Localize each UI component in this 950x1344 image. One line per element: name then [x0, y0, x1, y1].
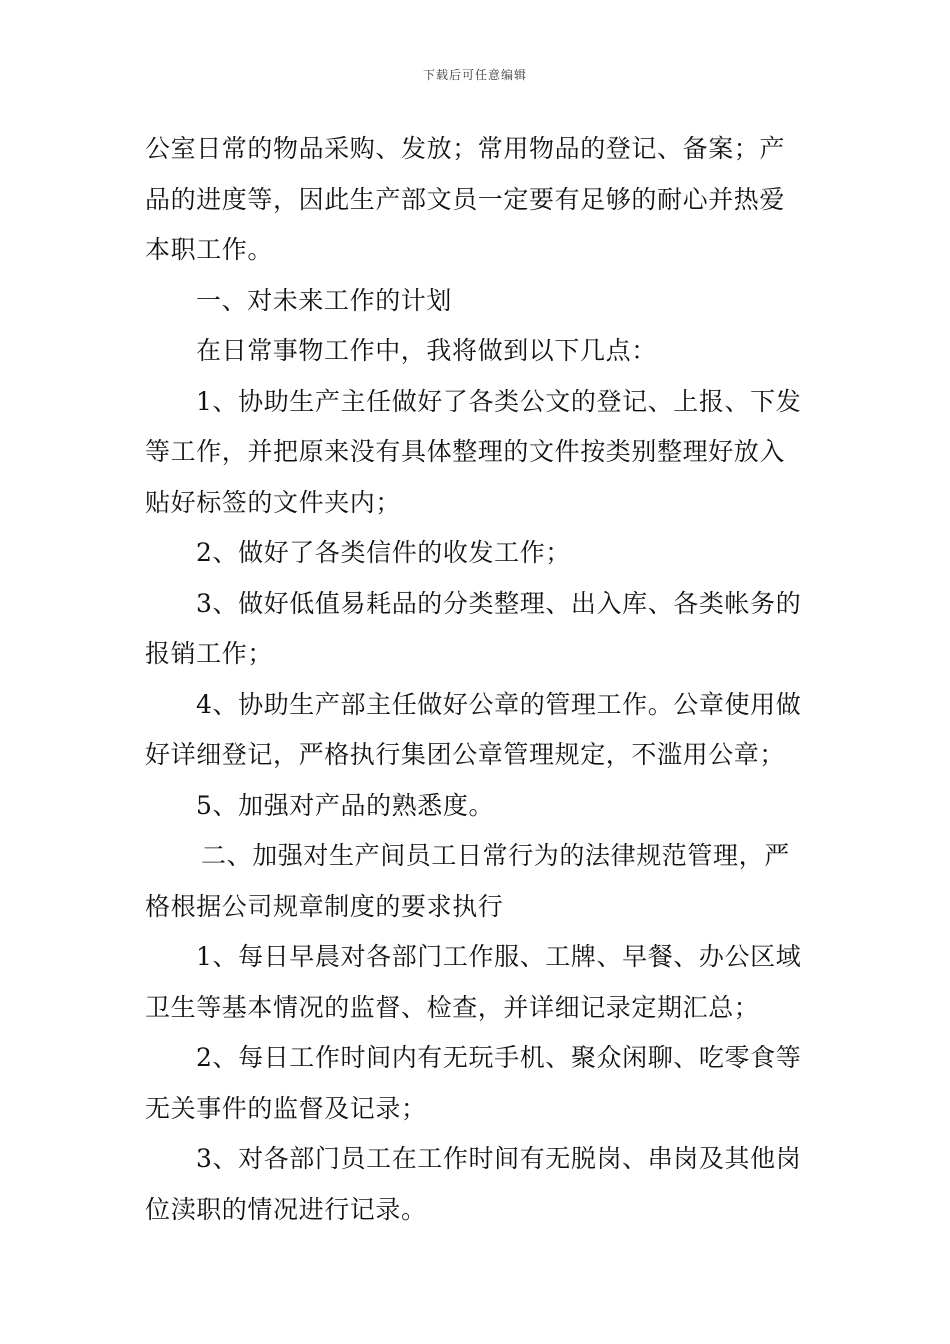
- paragraph-line: 等工作，并把原来没有具体整理的文件按类别整理好放入: [145, 437, 786, 466]
- list-item: 3、对各部门员工在工作时间有无脱岗、串岗及其他岗: [196, 1144, 802, 1173]
- paragraph-line: 贴好标签的文件夹内；: [145, 487, 402, 517]
- list-item: 1、协助生产主任做好了各类公文的登记、上报、下发: [196, 386, 802, 416]
- list-item: 2、做好了各类信件的收发工作；: [196, 538, 571, 567]
- document-body: [145, 124, 807, 1235]
- paragraph-line: 报销工作；: [145, 639, 274, 668]
- paragraph-line: 公室日常的物品采购、发放；常用物品的登记、备案；产: [145, 134, 786, 163]
- page-header-note: 下载后可任意编辑: [422, 68, 527, 82]
- list-item: 4、协助生产部主任做好公章的管理工作。公章使用做: [196, 689, 802, 719]
- list-item: 5、加强对产品的熟悉度。: [196, 790, 495, 820]
- paragraph-line: 好详细登记，严格执行集团公章管理规定，不滥用公章；: [145, 740, 786, 769]
- paragraph-line: 品的进度等，因此生产部文员一定要有足够的耐心并热爱: [145, 184, 786, 214]
- list-item: 2、每日工作时间内有无玩手机、聚众闲聊、吃零食等: [196, 1043, 802, 1072]
- paragraph-line: 无关事件的监督及记录；: [145, 1093, 427, 1123]
- section-heading: 二、加强对生产间员工日常行为的法律规范管理，严: [201, 841, 790, 870]
- list-item: 1、每日早晨对各部门工作服、工牌、早餐、办公区域: [196, 942, 802, 971]
- paragraph-line: 本职工作。: [145, 235, 274, 264]
- list-item: 3、做好低值易耗品的分类整理、出入库、各类帐务的: [196, 588, 802, 618]
- paragraph-line: 在日常事物工作中，我将做到以下几点：: [196, 336, 657, 365]
- paragraph-line: 卫生等基本情况的监督、检查，并详细记录定期汇总；: [145, 992, 760, 1022]
- paragraph-line: 格根据公司规章制度的要求执行: [145, 891, 504, 921]
- section-heading: 一、对未来工作的计划: [196, 285, 453, 315]
- paragraph-line: 位渎职的情况进行记录。: [145, 1194, 427, 1224]
